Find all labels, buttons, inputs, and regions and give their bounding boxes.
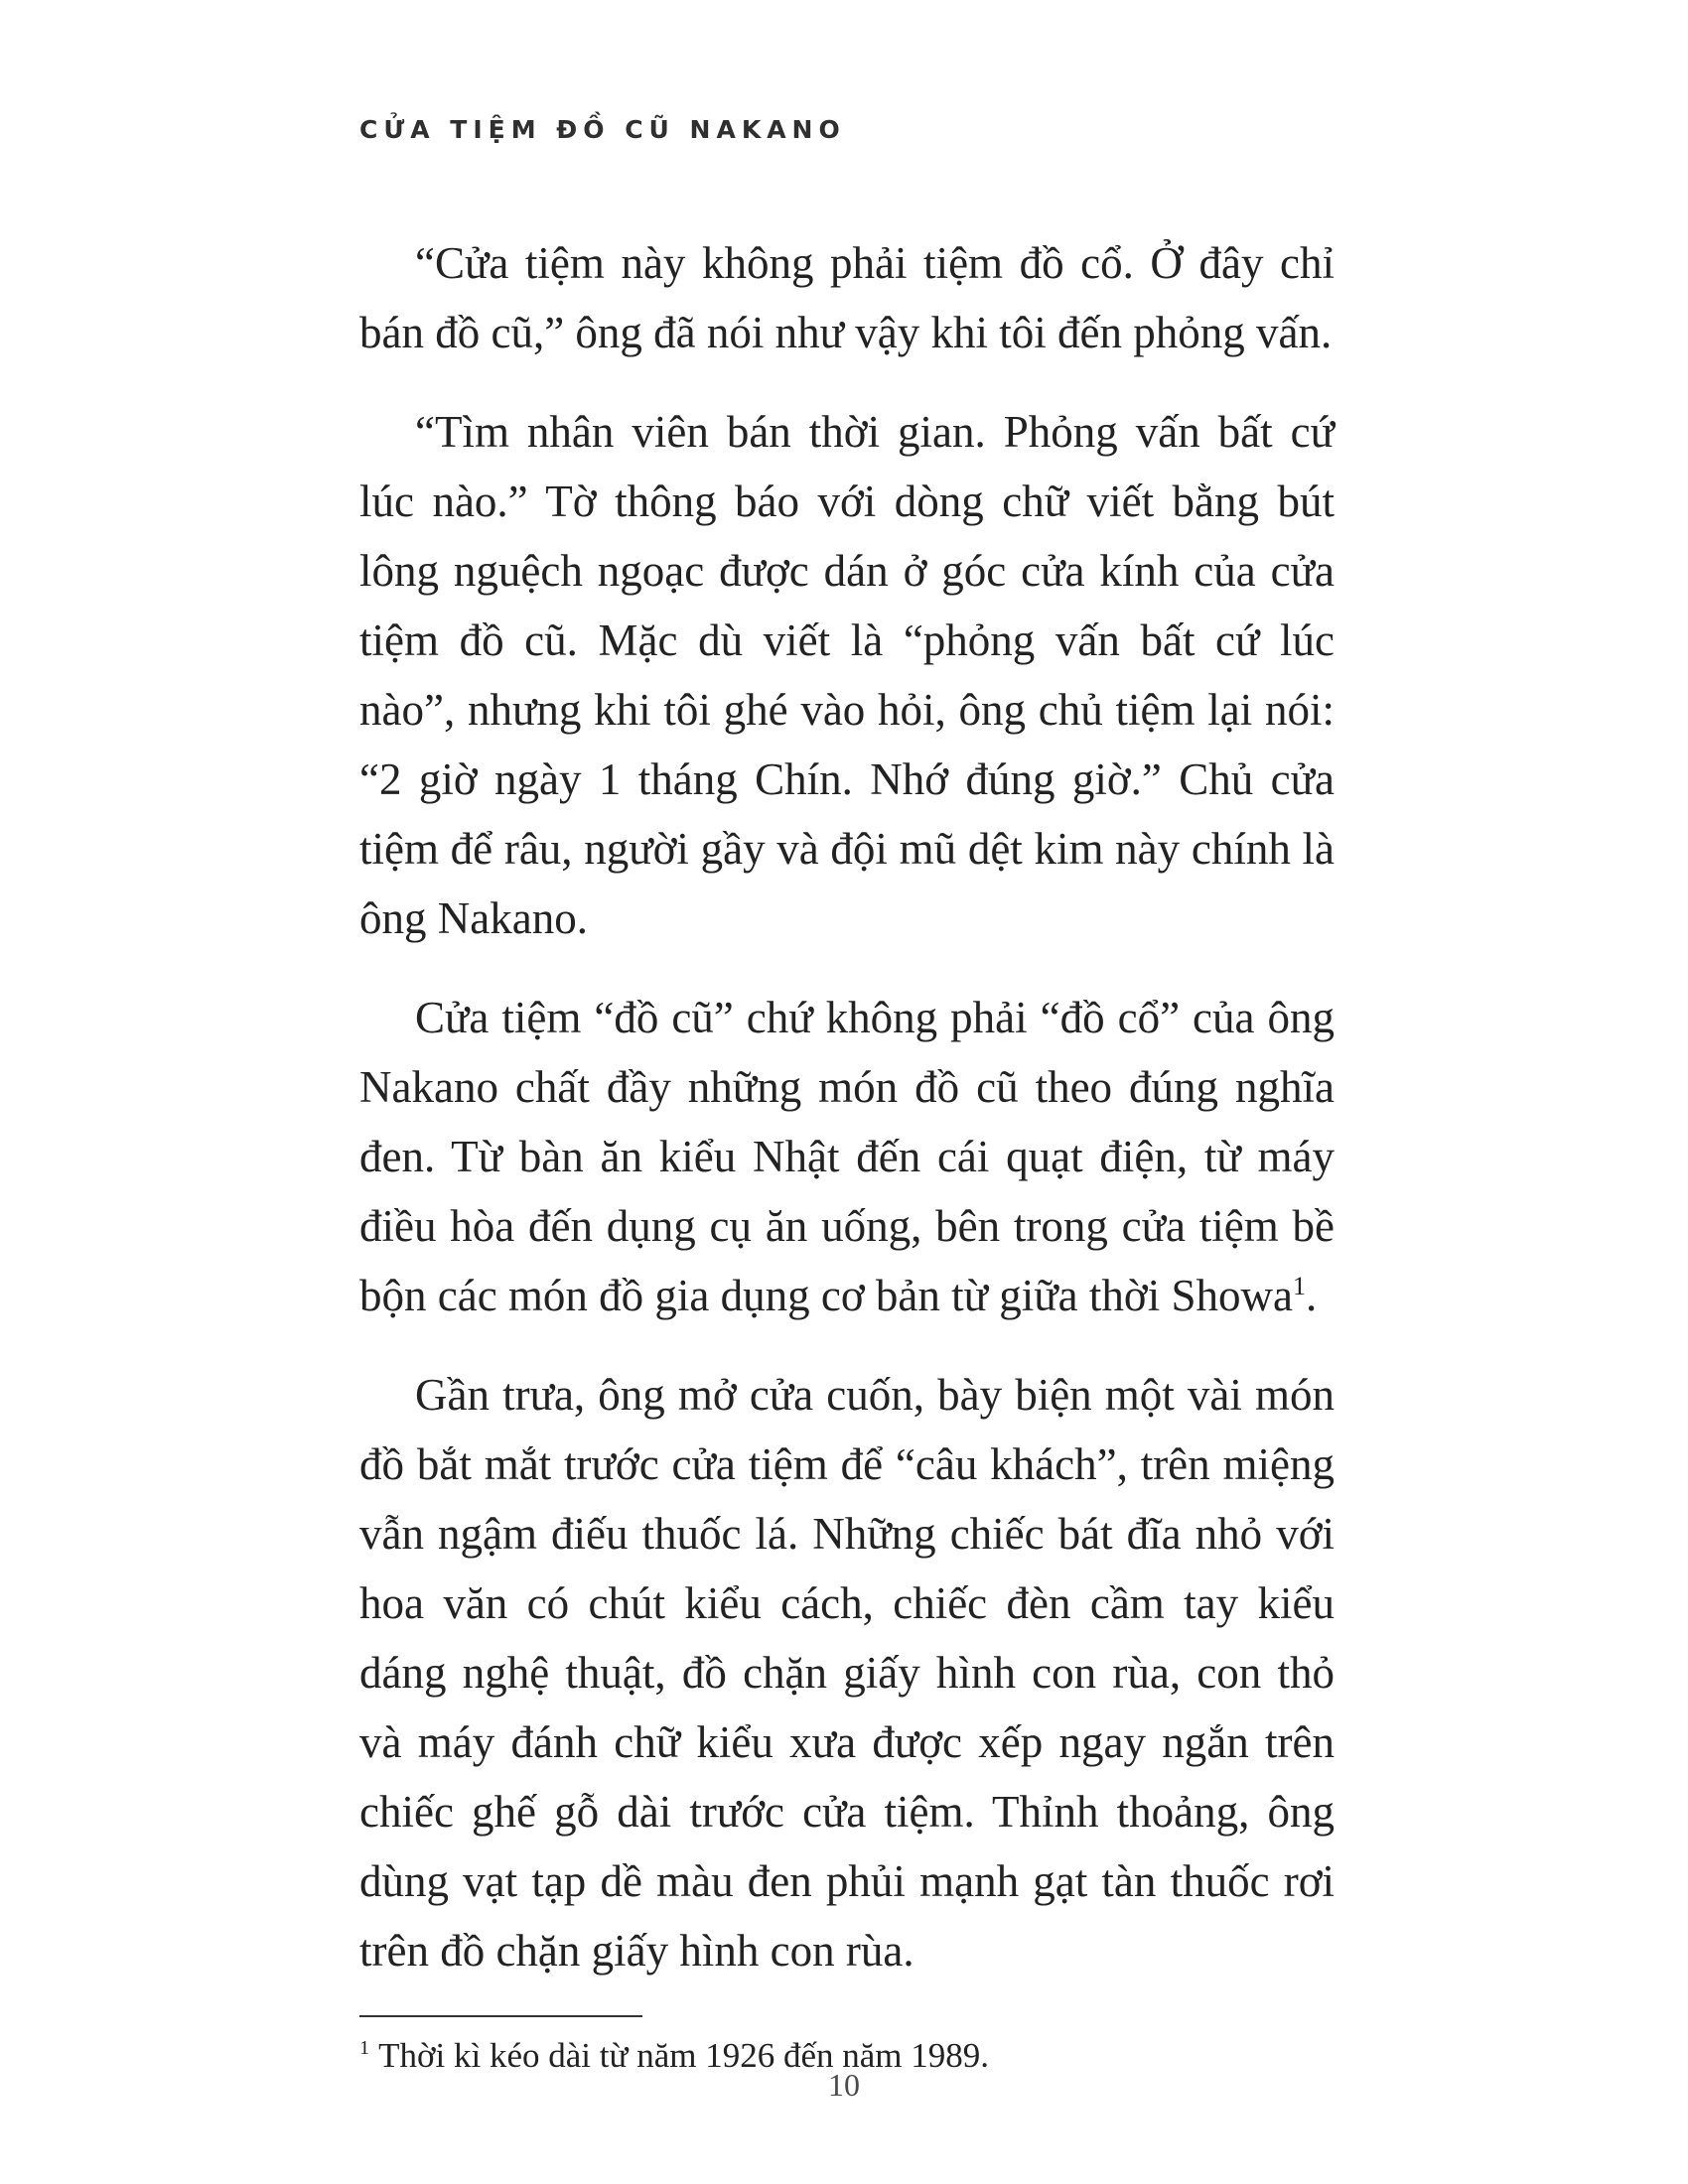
paragraph: Gần trưa, ông mở cửa cuốn, bày biện một vài món đồ bắt mắt trước cửa tiệm để “câu khách”, trên miệng vẫn ngậm điếu thuốc lá. Những chiếc bát đĩa nhỏ với hoa văn có chút kiểu cách, chiếc đèn cầm tay kiểu dáng nghệ thuật, đồ chặn giấy hình con rùa, con thỏ và máy đánh chữ kiểu xưa được xếp ngay ngắn trên chiếc ghế gỗ dài trước cửa tiệm. Thỉnh thoảng, ông dùng vạt tạp dề màu đen phủi mạnh gạt tàn thuốc rơi trên đồ chặn giấy hình con rùa. <box>359 1370 1335 1976</box>
paragraph-text: . <box>1306 1271 1318 1320</box>
page-number: 10 <box>828 2067 860 2103</box>
running-header: CỬA TIỆM ĐỒ CŨ NAKANO <box>359 115 846 144</box>
paragraph <box>359 983 1335 1330</box>
footnote-divider <box>359 2015 642 2017</box>
footnote-marker: 1 <box>359 2037 370 2060</box>
footnote-reference: 1 <box>1292 1272 1306 1300</box>
paragraph: “Cửa tiệm này không phải tiệm đồ cổ. Ở đây chỉ bán đồ cũ,” ông đã nói như vậy khi tôi đến phỏng vấn. <box>359 238 1335 357</box>
paragraph: “Tìm nhân viên bán thời gian. Phỏng vấn bất cứ lúc nào.” Tờ thông báo với dòng chữ viết bằng bút lông nguệch ngoạc được dán ở góc cửa kính của cửa tiệm đồ cũ. Mặc dù viết là “phỏng vấn bất cứ lúc nào”, nhưng khi tôi ghé vào hỏi, ông chủ tiệm lại nói: “2 giờ ngày 1 tháng Chín. Nhớ đúng giờ.” Chủ cửa tiệm để râu, người gầy và đội mũ dệt kim này chính là ông Nakano. <box>359 407 1335 943</box>
paragraph-text: Cửa tiệm “đồ cũ” chứ không phải “đồ cổ” của ông Nakano chất đầy những món đồ cũ theo đúng nghĩa đen. Từ bàn ăn kiểu Nhật đến cái quạt điện, từ máy điều hòa đến dụng cụ ăn uống, bên trong cửa tiệm bề bộn các món đồ gia dụng cơ bản từ giữa thời Showa <box>359 993 1335 1320</box>
body-text <box>359 228 1335 2081</box>
footnote-text: Thời kì kéo dài từ năm 1926 đến năm 1989. <box>378 2036 990 2075</box>
